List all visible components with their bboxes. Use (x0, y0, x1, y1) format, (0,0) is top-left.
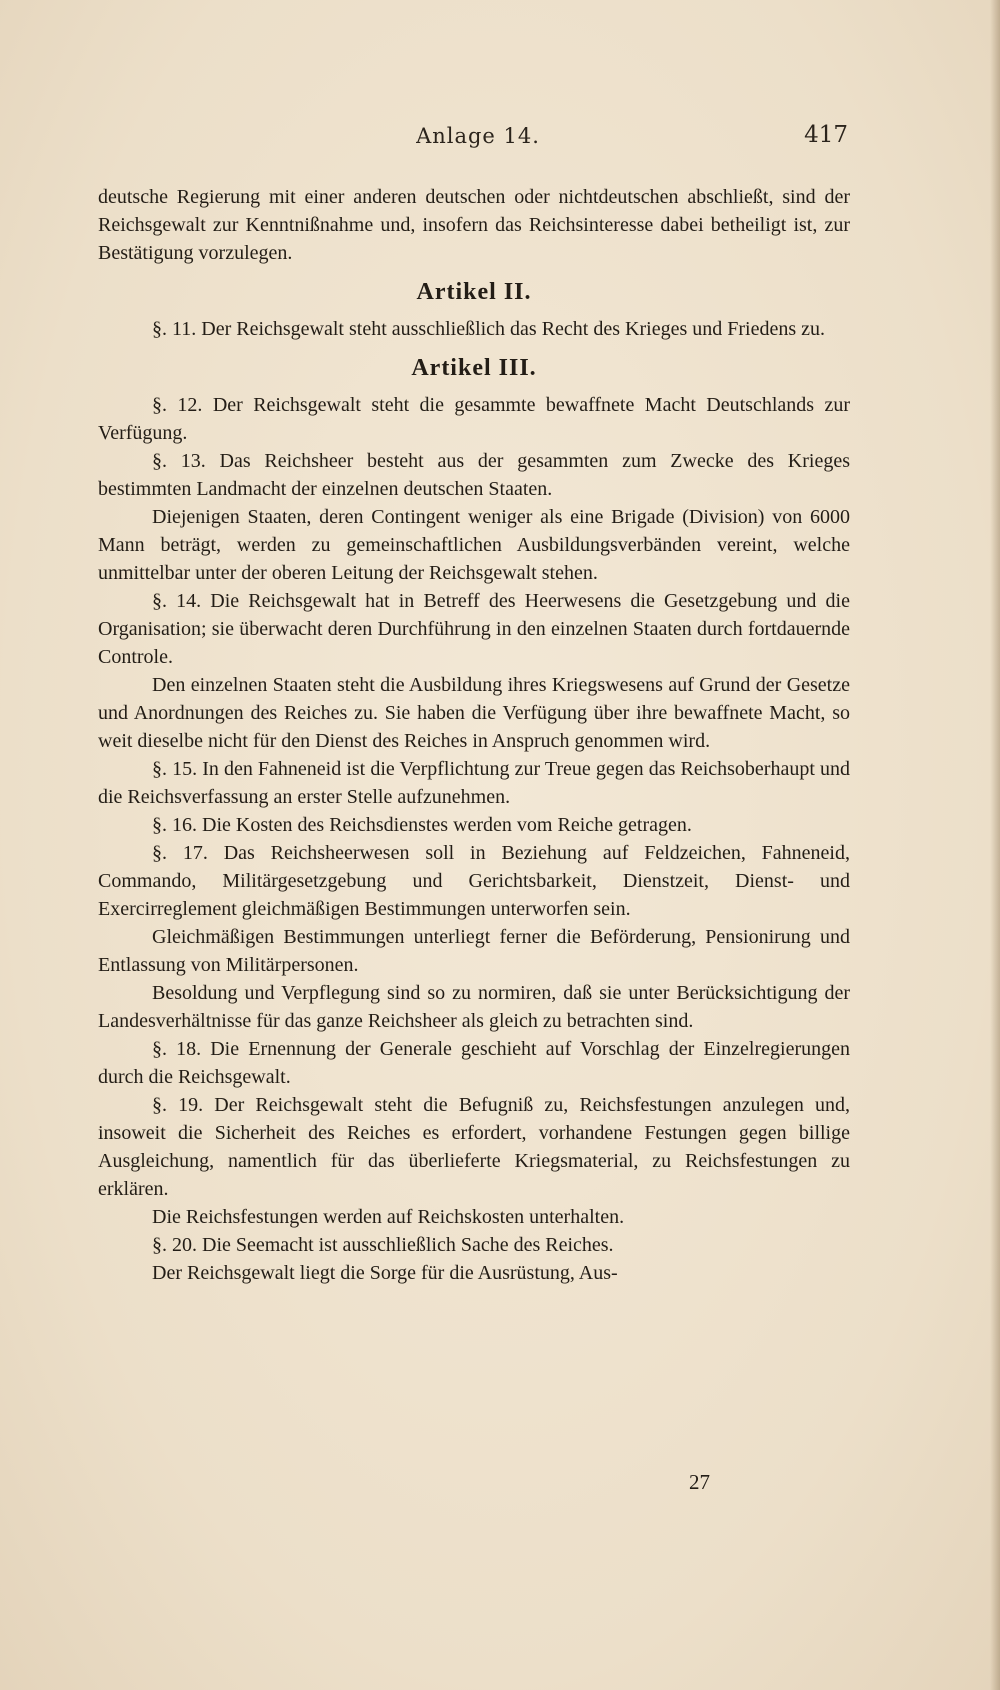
paragraph-section-14b: Den einzelnen Staaten steht die Ausbildung ihres Kriegswesens auf Grund der Gesetze und Anordnungen des Reiches zu. Sie haben die Verfügung über ihre bewaffnete Macht, so weit dieselbe nicht für den Dienst des Reiches in Anspruch genommen wird. (98, 674, 850, 752)
paragraph-section-13: §. 13. Das Reichsheer besteht aus der gesammten zum Zwecke des Krieges bestimmten Landmacht der einzelnen deutschen Staaten. (98, 450, 850, 500)
page-number: 417 (804, 122, 848, 148)
heading-artikel-3: Artikel III. (411, 355, 537, 381)
paragraph-section-19b: Die Reichsfestungen werden auf Reichskosten unterhalten. (152, 1206, 625, 1228)
paragraph-section-12: §. 12. Der Reichsgewalt steht die gesammte bewaffnete Macht Deutschlands zur Verfügung. (98, 394, 850, 444)
body-text (98, 183, 850, 1287)
paragraph-section-16: §. 16. Die Kosten des Reichsdienstes werden vom Reiche getragen. (152, 814, 692, 836)
paragraph-section-19: §. 19. Der Reichsgewalt steht die Befugniß zu, Reichsfestungen anzulegen und, insoweit die Sicherheit des Reiches es erfordert, vorhandene Festungen gegen billige Ausgleichung, namentlich für das überlieferte Kriegsmaterial, zu Reichsfestungen zu erklären. (98, 1094, 850, 1200)
paragraph-section-17c: Besoldung und Verpflegung sind so zu normiren, daß sie unter Berücksichtigung der Landesverhältnisse für das ganze Reichsheer als gleich zu betrachten sind. (98, 982, 850, 1032)
paragraph-section-17b: Gleichmäßigen Bestimmungen unterliegt ferner die Beförderung, Pensionirung und Entlassung von Militärpersonen. (98, 926, 850, 976)
paragraph-section-11: §. 11. Der Reichsgewalt steht ausschließlich das Recht des Krieges und Friedens zu. (152, 318, 825, 340)
paragraph-section-18: §. 18. Die Ernennung der Generale geschieht auf Vorschlag der Einzelregierungen durch die Reichsgewalt. (98, 1038, 850, 1088)
page-header (108, 124, 848, 154)
paragraph-section-20b: Der Reichsgewalt liegt die Sorge für die Ausrüstung, Aus- (152, 1262, 618, 1284)
paragraph-section-13b: Diejenigen Staaten, deren Contingent weniger als eine Brigade (Division) von 6000 Mann beträgt, werden zu gemeinschaftlichen Ausbildungsverbänden vereint, welche unmittelbar unter der oberen Leitung der Reichsgewalt stehen. (98, 506, 850, 584)
page-edge-shadow (990, 0, 1000, 1690)
paragraph-section-20: §. 20. Die Seemacht ist ausschließlich Sache des Reiches. (152, 1234, 614, 1256)
heading-artikel-2: Artikel II. (416, 279, 532, 305)
running-head: Anlage 14. (416, 124, 540, 148)
paragraph-section-15: §. 15. In den Fahneneid ist die Verpflichtung zur Treue gegen das Reichsoberhaupt und die Reichsverfassung an erster Stelle aufzunehmen. (98, 758, 850, 808)
signature-mark: 27 (689, 1470, 710, 1494)
paragraph-continuation: deutsche Regierung mit einer anderen deutschen oder nichtdeutschen abschließt, sind der Reichsgewalt zur Kenntnißnahme und, insofern das Reichsinteresse dabei betheiligt ist, zur Bestätigung vorzulegen. (98, 186, 850, 264)
paragraph-section-14: §. 14. Die Reichsgewalt hat in Betreff des Heerwesens die Gesetzgebung und die Organisation; sie überwacht deren Durchführung in den einzelnen Staaten durch fortdauernde Controle. (98, 590, 850, 668)
paragraph-section-17: §. 17. Das Reichsheerwesen soll in Beziehung auf Feldzeichen, Fahneneid, Commando, Militärgesetzgebung und Gerichtsbarkeit, Dienstzeit, Dienst- und Exercirreglement gleichmäßigen Bestimmungen unterworfen sein. (98, 842, 850, 920)
